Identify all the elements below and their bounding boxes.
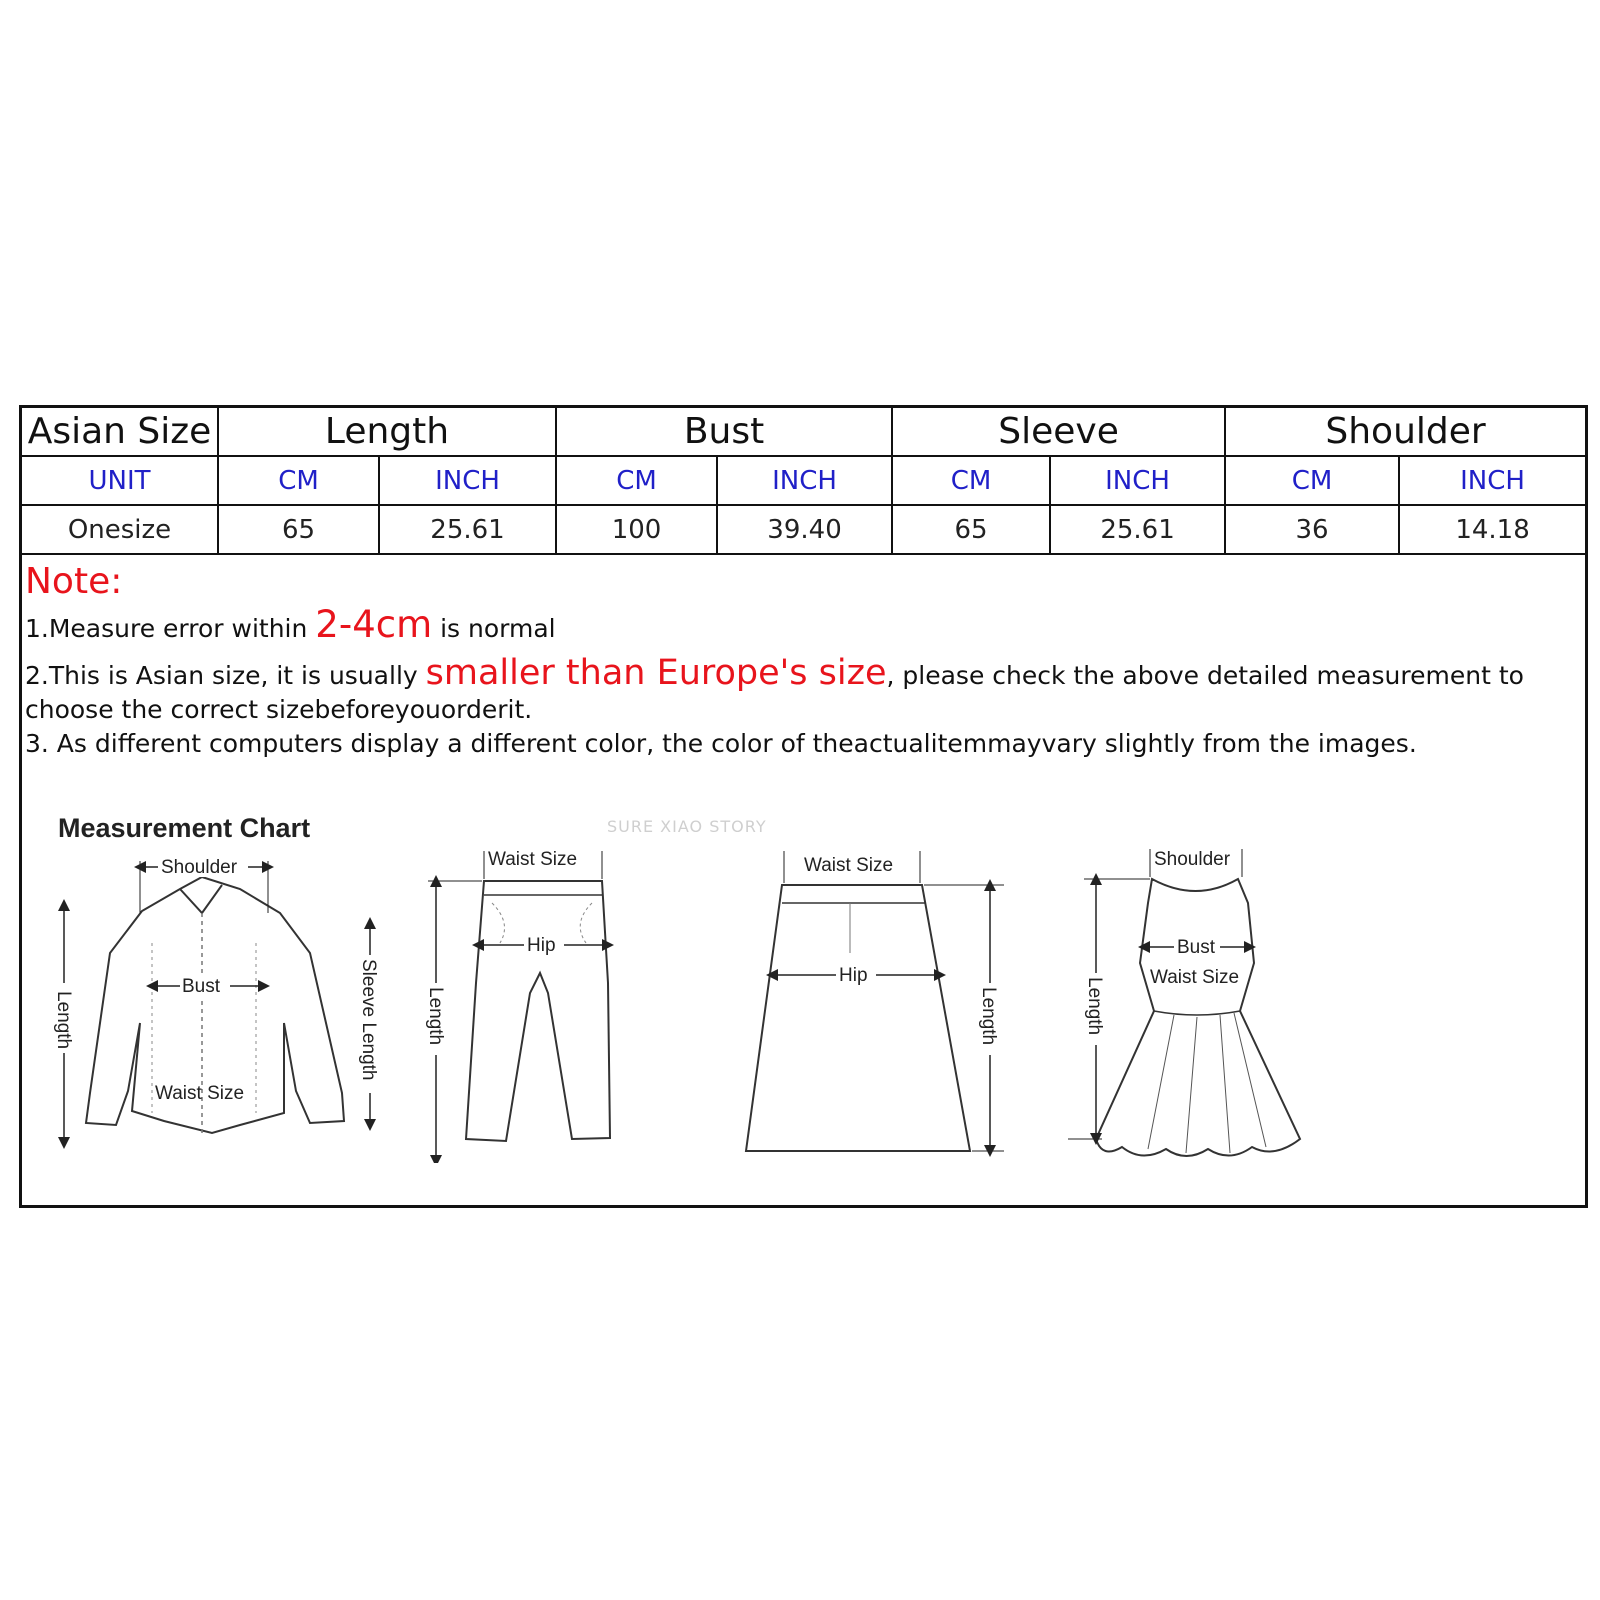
header-asian-size: Asian Size <box>22 408 218 456</box>
header-sleeve: Sleeve <box>892 408 1225 456</box>
size-onesize: Onesize <box>22 505 218 554</box>
bust-cm-value: 100 <box>556 505 717 554</box>
unit-shoulder-inch: INCH <box>1399 456 1585 505</box>
skirt-diagram <box>732 843 1032 1163</box>
measurement-chart <box>22 803 1585 1203</box>
shirt-waist-label: Waist Size <box>155 1083 245 1104</box>
unit-sleeve-cm: CM <box>892 456 1050 505</box>
bust-inch-value: 39.40 <box>717 505 892 554</box>
shoulder-inch-value: 14.18 <box>1399 505 1585 554</box>
shirt-shoulder-label: Shoulder <box>161 857 238 878</box>
unit-row <box>22 456 1585 505</box>
measurement-chart-title: Measurement Chart <box>58 813 311 843</box>
unit-length-inch: INCH <box>379 456 556 505</box>
note-line-3: 3. As different computers display a different color, the color of theactualitemmayvary slightly from the images. <box>25 729 1417 758</box>
skirt-hip-label: Hip <box>839 965 868 986</box>
note-title: Note: <box>25 561 123 602</box>
pants-diagram <box>422 843 632 1163</box>
shoulder-cm-value: 36 <box>1225 505 1399 554</box>
dress-length-label: Length <box>1084 977 1105 1036</box>
sleeve-cm-value: 65 <box>892 505 1050 554</box>
length-inch-value: 25.61 <box>379 505 556 554</box>
pants-length-label: Length <box>425 987 446 1046</box>
note-1-highlight: 2-4cm <box>315 603 433 646</box>
watermark: SURE XIAO STORY <box>607 817 767 836</box>
dress-bust-label: Bust <box>1177 937 1216 958</box>
note-line-1 <box>25 603 1585 646</box>
note-1-text: 1.Measure error within <box>25 614 316 643</box>
header-bust: Bust <box>556 408 892 456</box>
dress-diagram <box>1062 843 1322 1173</box>
note-2-highlight: smaller than Europe's size <box>425 653 887 693</box>
unit-bust-inch: INCH <box>717 456 892 505</box>
sleeve-inch-value: 25.61 <box>1050 505 1225 554</box>
length-cm-value: 65 <box>218 505 379 554</box>
note-2-text: 2.This is Asian size, it is usually <box>25 661 426 690</box>
unit-bust-cm: CM <box>556 456 717 505</box>
note-2-text-end: , please check the above detailed measurement to choose the correct sizebeforeyouorderit. <box>25 661 1524 724</box>
shirt-bust-label: Bust <box>182 976 221 997</box>
unit-shoulder-cm: CM <box>1225 456 1399 505</box>
header-shoulder: Shoulder <box>1225 408 1585 456</box>
pants-hip-label: Hip <box>527 935 556 956</box>
pants-waist-label: Waist Size <box>488 849 578 870</box>
note-1-text-end: is normal <box>432 614 556 643</box>
shirt-sleeve-label: Sleeve Length <box>358 959 379 1081</box>
shirt-diagram <box>52 843 382 1153</box>
table-row <box>22 505 1585 554</box>
header-row <box>22 408 1585 456</box>
unit-length-cm: CM <box>218 456 379 505</box>
size-table <box>22 408 1585 555</box>
skirt-waist-label: Waist Size <box>804 855 894 876</box>
dress-shoulder-label: Shoulder <box>1154 849 1231 870</box>
dress-waist-label: Waist Size <box>1150 967 1240 988</box>
size-chart-sheet <box>19 405 1588 1208</box>
unit-sleeve-inch: INCH <box>1050 456 1225 505</box>
notes-section <box>25 560 1585 761</box>
shirt-length-label: Length <box>53 991 74 1050</box>
unit-label: UNIT <box>22 456 218 505</box>
note-line-2 <box>25 653 1585 727</box>
header-length: Length <box>218 408 556 456</box>
skirt-length-label: Length <box>978 987 999 1046</box>
